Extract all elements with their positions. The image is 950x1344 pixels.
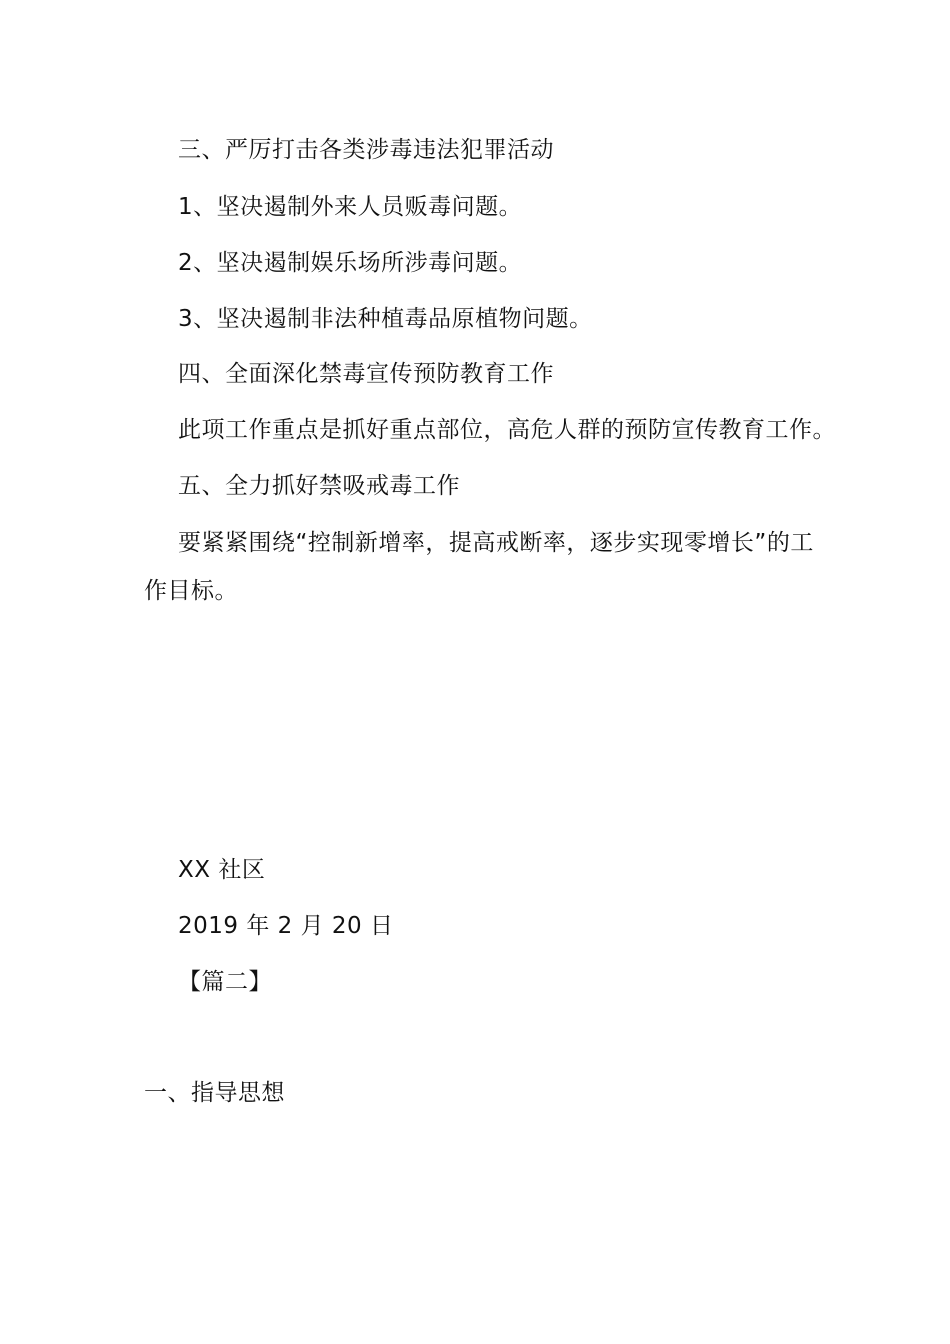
paragraph-4: 此项工作重点是抓好重点部位，高危人群的预防宣传教育工作。 (178, 417, 836, 443)
paragraph-5-line-1: 要紧紧围绕“控制新增率，提高戒断率，逐步实现零增长”的工 (178, 530, 814, 556)
section-heading-5: 五、全力抓好禁吸戒毒工作 (178, 473, 460, 499)
signature-organization: XX 社区 (178, 857, 266, 883)
section-heading-3: 三、严厉打击各类涉毒违法犯罪活动 (178, 137, 554, 163)
paragraph-5-line-2: 作目标。 (144, 578, 238, 604)
section-heading-4: 四、全面深化禁毒宣传预防教育工作 (178, 361, 554, 387)
signature-date: 2019 年 2 月 20 日 (178, 913, 394, 939)
list-item-2: 2、坚决遏制娱乐场所涉毒问题。 (178, 250, 523, 276)
section-marker: 【篇二】 (178, 969, 272, 995)
list-item-1: 1、坚决遏制外来人员贩毒问题。 (178, 194, 523, 220)
list-item-3: 3、坚决遏制非法种植毒品原植物问题。 (178, 306, 593, 332)
section-heading-guiding: 一、指导思想 (144, 1080, 285, 1106)
